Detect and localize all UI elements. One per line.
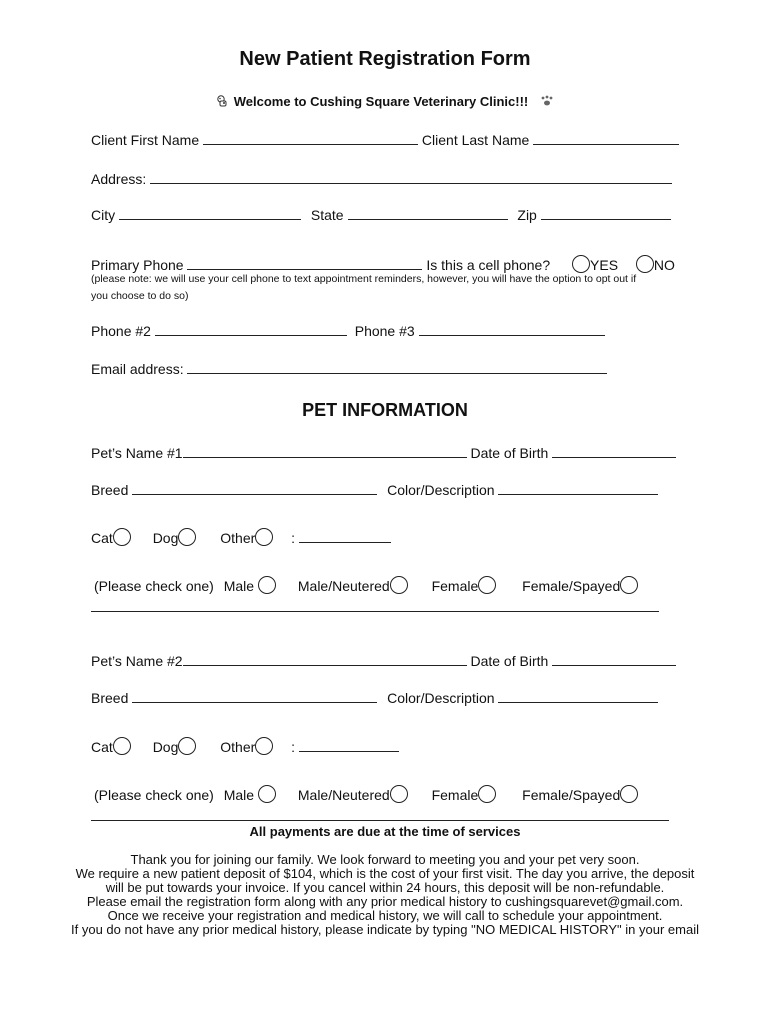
primary-phone-field[interactable] — [187, 257, 422, 270]
cell-note-line-1: (please note: we will use your cell phone to text appointment reminders, however, you will have the option to opt out if — [91, 273, 637, 285]
pet1-male-radio[interactable] — [258, 576, 276, 594]
welcome-text: Welcome to Cushing Square Veterinary Clinic!!! — [233, 94, 529, 109]
closing-line-1: Thank you for joining our family. We look forward to meeting you and your pet very soon. — [130, 852, 640, 867]
state-field[interactable] — [348, 207, 508, 220]
pet1-divider — [91, 611, 659, 612]
cell-no-radio[interactable] — [636, 255, 654, 273]
pet2-breed-row — [91, 690, 658, 706]
first-name-label: Client First Name — [91, 132, 200, 148]
email-row — [91, 361, 607, 377]
closing-line-5: Once we receive your registration and medical history, we will call to schedule your appointment. — [107, 908, 663, 923]
pet2-male-neutered-label: Male/Neutered — [297, 787, 390, 803]
email-field[interactable] — [187, 361, 607, 374]
closing-line-3: will be put towards your invoice. If you cancel within 24 hours, this deposit will be non-refundable. — [105, 880, 665, 895]
client-name-row — [91, 132, 679, 148]
state-label: State — [310, 207, 344, 223]
pet1-dob-label: Date of Birth — [470, 445, 549, 461]
welcome-banner — [0, 94, 770, 111]
pet1-dog-radio[interactable] — [178, 528, 196, 546]
pet2-male-label: Male — [223, 787, 255, 803]
pet1-female-spayed-radio[interactable] — [620, 576, 638, 594]
zip-field[interactable] — [541, 207, 671, 220]
first-name-field[interactable] — [203, 132, 418, 145]
pet1-male-label: Male — [223, 578, 255, 594]
last-name-label: Client Last Name — [421, 132, 530, 148]
pet2-female-label: Female — [431, 787, 479, 803]
pet1-breed-label: Breed — [91, 482, 129, 498]
pet1-name-field[interactable] — [183, 445, 467, 458]
pet2-dob-label: Date of Birth — [470, 653, 549, 669]
closing-line-4: Please email the registration form along with any prior medical history to cushingsquarevet@gmail.com. — [86, 894, 684, 909]
city-field[interactable] — [119, 207, 301, 220]
pet2-dog-radio[interactable] — [178, 737, 196, 755]
cell-yes-radio[interactable] — [572, 255, 590, 273]
pet2-male-radio[interactable] — [258, 785, 276, 803]
phone3-label: Phone #3 — [354, 323, 415, 339]
zip-label: Zip — [517, 207, 537, 223]
pet2-dog-label: Dog — [152, 739, 179, 755]
last-name-field[interactable] — [533, 132, 679, 145]
pet1-breed-field[interactable] — [132, 482, 377, 495]
dog-icon — [216, 94, 230, 111]
pet1-male-neutered-label: Male/Neutered — [297, 578, 390, 594]
pet1-dob-field[interactable] — [552, 445, 676, 458]
city-label: City — [91, 207, 116, 223]
paw-print-icon — [540, 95, 554, 110]
pet1-other-radio[interactable] — [255, 528, 273, 546]
email-label: Email address: — [91, 361, 184, 377]
pet2-cat-radio[interactable] — [113, 737, 131, 755]
pet1-sex-row — [94, 576, 638, 594]
pet1-female-label: Female — [431, 578, 479, 594]
pet1-other-field[interactable] — [299, 530, 391, 543]
pet2-breed-field[interactable] — [132, 690, 377, 703]
pet1-female-radio[interactable] — [478, 576, 496, 594]
no-label: NO — [653, 257, 675, 273]
form-title: New Patient Registration Form — [239, 48, 531, 70]
pet2-species-row — [91, 737, 399, 755]
city-state-zip-row — [91, 207, 671, 223]
phone2-label: Phone #2 — [91, 323, 151, 339]
pet2-sex-row — [94, 785, 638, 803]
pet2-colon: : — [291, 739, 296, 755]
pet1-species-row — [91, 528, 391, 546]
pet2-female-radio[interactable] — [478, 785, 496, 803]
closing-line-6: If you do not have any prior medical history, please indicate by typing "NO MEDICAL HISTORY" in your email — [71, 922, 699, 937]
pet1-breed-row — [91, 482, 658, 498]
pet2-check-one: (Please check one) — [94, 787, 214, 803]
pet2-name-row — [91, 653, 676, 669]
pet1-colon: : — [291, 530, 296, 546]
other-phones-row — [91, 323, 605, 339]
pet1-dog-label: Dog — [152, 530, 179, 546]
phone3-field[interactable] — [419, 323, 605, 336]
pet2-other-label: Other — [220, 739, 256, 755]
pet2-name-field[interactable] — [183, 653, 467, 666]
address-label: Address: — [91, 171, 147, 187]
pet-section-title: PET INFORMATION — [302, 400, 468, 420]
pet1-color-field[interactable] — [498, 482, 658, 495]
pet2-name-label: Pet’s Name #2 — [91, 653, 183, 669]
pet1-name-label: Pet’s Name #1 — [91, 445, 183, 461]
pet2-dob-field[interactable] — [552, 653, 676, 666]
pet2-color-label: Color/Description — [387, 690, 495, 706]
pet2-other-field[interactable] — [299, 739, 399, 752]
pet1-name-row — [91, 445, 676, 461]
pet2-color-field[interactable] — [498, 690, 658, 703]
pet1-other-label: Other — [220, 530, 256, 546]
pet2-female-spayed-radio[interactable] — [620, 785, 638, 803]
primary-phone-label: Primary Phone — [91, 257, 184, 273]
cell-note-line-2: you choose to do so) — [91, 290, 189, 302]
pet2-divider — [91, 820, 669, 821]
pet1-check-one: (Please check one) — [94, 578, 214, 594]
pet1-cat-label: Cat — [91, 530, 113, 546]
address-row — [91, 171, 672, 187]
phone2-field[interactable] — [155, 323, 347, 336]
pet2-other-radio[interactable] — [255, 737, 273, 755]
yes-label: YES — [590, 257, 619, 273]
pet2-male-neutered-radio[interactable] — [390, 785, 408, 803]
payments-notice: All payments are due at the time of services — [249, 824, 521, 839]
pet1-female-spayed-label: Female/Spayed — [522, 578, 621, 594]
closing-line-2: We require a new patient deposit of $104, which is the cost of your first visit. The day you arrive, the deposit — [75, 866, 695, 881]
pet2-breed-label: Breed — [91, 690, 129, 706]
pet1-color-label: Color/Description — [387, 482, 495, 498]
cell-question: Is this a cell phone? — [426, 257, 551, 273]
pet2-female-spayed-label: Female/Spayed — [522, 787, 621, 803]
address-field[interactable] — [150, 171, 672, 184]
pet1-male-neutered-radio[interactable] — [390, 576, 408, 594]
primary-phone-row — [91, 255, 675, 273]
pet2-cat-label: Cat — [91, 739, 113, 755]
pet1-cat-radio[interactable] — [113, 528, 131, 546]
